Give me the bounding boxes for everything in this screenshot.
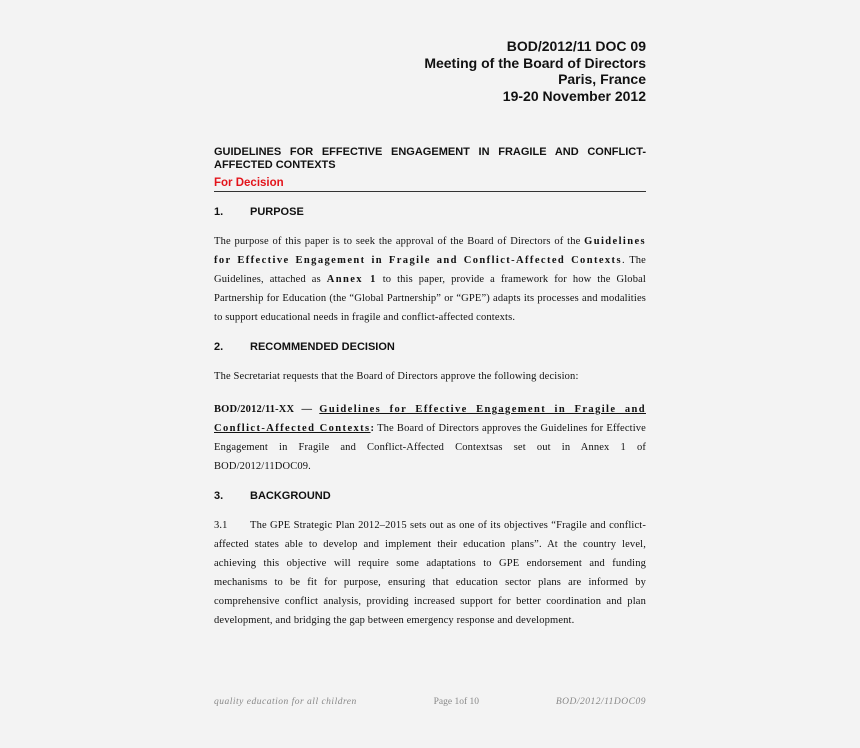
paragraph-number: 3.1: [214, 520, 228, 531]
doc-reference: BOD/2012/11 DOC 09: [506, 38, 646, 54]
recommended-intro: The Secretariat requests that the Board of Directors approve the following decision:: [214, 371, 579, 382]
page-footer: [214, 697, 646, 707]
annex-ref: Annex 1: [326, 274, 377, 285]
section-title: PURPOSE: [250, 206, 304, 218]
document-body: [214, 146, 646, 630]
document-title: GUIDELINES FOR EFFECTIVE ENGAGEMENT IN FRAGILE AND CONFLICT-AFFECTED CONTEXTS: [214, 146, 646, 171]
background-text: The GPE Strategic Plan 2012–2015 sets out as one of its objectives “Fragile and conflict-affected states able to develop and implement their education plans”. At the country level, achieving this objective will require some adaptations to GPE endorsement and funding mechanisms to be fit for purpose, ensuring that education sector plans are informed by comprehensive conflict analysis, providing increased support for better coordination and plan development, and bridging the gap between emergency response and development.: [214, 520, 646, 626]
purpose-text: to this paper, provide a framework for how the Global Partnership for Education (the “Global Partnership” or “GPE”) adapts its processes and modalities to support educational needs in fragile and conflict-affected contexts.: [214, 274, 646, 323]
document-header: [424, 38, 646, 104]
meeting-location: Paris, France: [558, 71, 646, 87]
background-paragraph: [214, 516, 646, 630]
section-number: 2.: [214, 341, 224, 353]
meeting-name: Meeting of the Board of Directors: [424, 54, 646, 71]
section-heading-background: [214, 490, 646, 502]
section-number: 1.: [214, 206, 224, 218]
decision-title: Guidelines for Effective Engagement in Fragile and Conflict-Affected Contexts: [214, 404, 646, 434]
decision-ref: BOD/2012/11-XX —: [214, 404, 313, 415]
footer-tagline: quality education for all children: [214, 697, 357, 707]
guidelines-name: Guidelines for Effective Engagement in Fragile and Conflict-Affected Contexts: [214, 236, 646, 266]
section-heading-recommended: [214, 341, 646, 353]
section-heading-purpose: [214, 206, 646, 218]
for-decision-label: For Decision: [214, 176, 646, 192]
decision-paragraph: [214, 400, 646, 476]
footer-doc-ref: BOD/2012/11DOC09: [555, 697, 646, 707]
page-number: Page 1of 10: [433, 697, 479, 707]
section-title: RECOMMENDED DECISION: [250, 341, 395, 353]
decision-colon: :: [370, 423, 375, 434]
decision-text: The Board of Directors approves the Guidelines for Effective Engagement in Fragile and Conflict-Affected Contextsas set out in Annex 1 of BOD/2012/11DOC09.: [214, 423, 646, 472]
meeting-date: 19-20 November 2012: [502, 87, 646, 104]
purpose-text: The purpose of this paper is to seek the approval of the Board of Directors of the: [214, 236, 585, 247]
section-number: 3.: [214, 490, 224, 502]
purpose-text: . The Guidelines, attached as: [214, 255, 646, 285]
purpose-paragraph: [214, 232, 646, 327]
section-title: BACKGROUND: [250, 490, 331, 502]
